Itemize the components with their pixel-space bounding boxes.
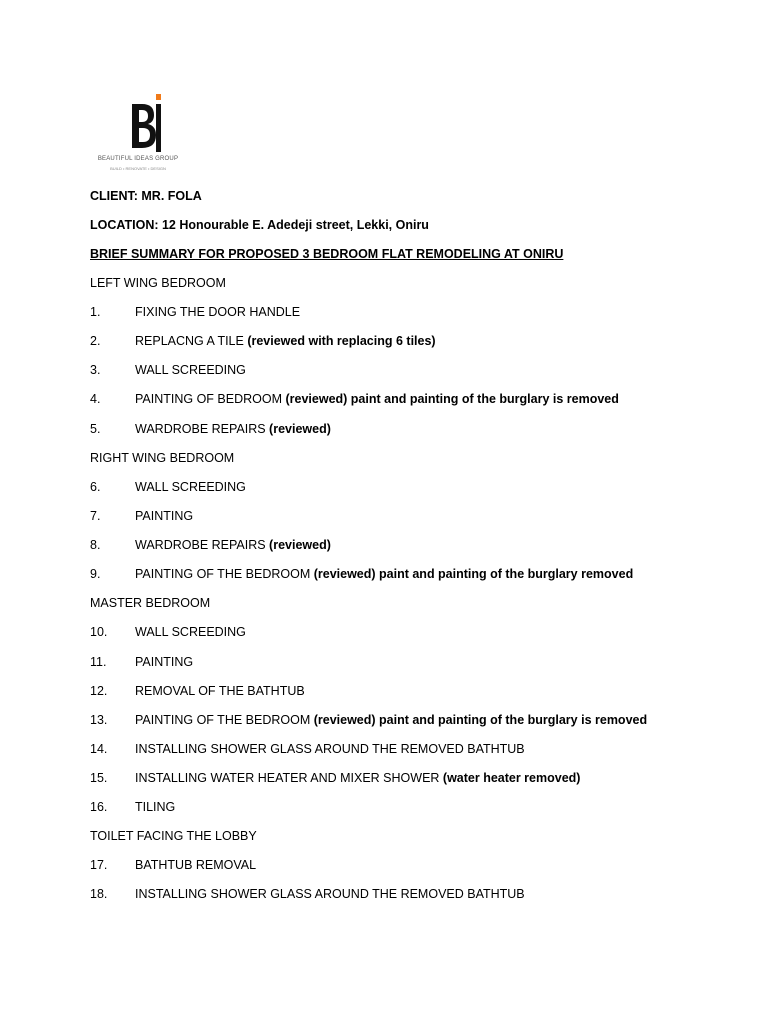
list-item <box>135 741 525 757</box>
item-text: WALL SCREEDING <box>135 363 246 377</box>
list-item <box>135 857 256 873</box>
item-note: (reviewed) paint and painting of the burglary is removed <box>285 392 619 406</box>
list-item <box>135 886 525 902</box>
list-item <box>135 799 175 815</box>
item-text: INSTALLING SHOWER GLASS AROUND THE REMOVED BATHTUB <box>135 887 525 901</box>
section-title-toilet-lobby: TOILET FACING THE LOBBY <box>90 829 257 843</box>
item-text: WALL SCREEDING <box>135 480 246 494</box>
item-number: 16. <box>90 800 108 814</box>
section-title-left-wing: LEFT WING BEDROOM <box>90 276 226 290</box>
item-text: TILING <box>135 800 176 814</box>
list-item <box>135 770 580 786</box>
list-item <box>135 333 436 349</box>
item-note: (reviewed with replacing 6 tiles) <box>247 334 436 348</box>
location-line: LOCATION: 12 Honourable E. Adedeji street, Lekki, Oniru <box>90 218 429 232</box>
list-item <box>135 566 633 582</box>
section-title-right-wing: RIGHT WING BEDROOM <box>90 451 235 465</box>
item-text: REPLACNG A TILE <box>135 334 248 348</box>
company-logo <box>90 92 186 176</box>
item-text: WALL SCREEDING <box>135 625 246 639</box>
list-item <box>135 508 193 524</box>
list-item <box>135 479 246 495</box>
list-item <box>135 654 193 670</box>
section-title-master-bedroom: MASTER BEDROOM <box>90 596 211 610</box>
item-note: (water heater removed) <box>442 771 581 785</box>
list-item <box>135 391 619 407</box>
item-text: PAINTING OF BEDROOM <box>135 392 286 406</box>
item-note: (reviewed) <box>269 422 331 436</box>
item-number: 13. <box>90 713 108 727</box>
list-item <box>135 624 246 640</box>
bi-logo-icon <box>90 92 186 154</box>
list-item <box>135 304 300 320</box>
item-note: (reviewed) <box>269 538 331 552</box>
logo-tagline: BUILD • RENOVATE • DESIGN <box>110 166 166 171</box>
item-text: FIXING THE DOOR HANDLE <box>135 305 301 319</box>
item-number: 6. <box>90 480 101 494</box>
item-number: 8. <box>90 538 101 552</box>
list-item <box>135 712 647 728</box>
item-number: 15. <box>90 771 108 785</box>
item-text: PAINTING OF THE BEDROOM <box>135 567 314 581</box>
item-text: PAINTING <box>135 509 194 523</box>
client-line: CLIENT: MR. FOLA <box>90 189 202 203</box>
item-number: 4. <box>90 392 101 406</box>
item-text: WARDROBE REPAIRS <box>135 422 270 436</box>
item-text: PAINTING OF THE BEDROOM <box>135 713 314 727</box>
summary-title: BRIEF SUMMARY FOR PROPOSED 3 BEDROOM FLAT REMODELING AT ONIRU <box>90 247 564 261</box>
item-number: 3. <box>90 363 101 377</box>
item-number: 18. <box>90 887 108 901</box>
item-number: 9. <box>90 567 101 581</box>
item-text: PAINTING <box>135 655 194 669</box>
item-note: (reviewed) paint and painting of the burglary is removed <box>313 713 648 727</box>
item-number: 12. <box>90 684 108 698</box>
item-text: INSTALLING SHOWER GLASS AROUND THE REMOVED BATHTUB <box>135 742 525 756</box>
list-item <box>135 683 305 699</box>
list-item <box>135 362 246 378</box>
list-item <box>135 421 331 437</box>
item-text: REMOVAL OF THE BATHTUB <box>135 684 305 698</box>
list-item <box>135 537 331 553</box>
item-number: 2. <box>90 334 101 348</box>
item-number: 14. <box>90 742 108 756</box>
item-number: 5. <box>90 422 101 436</box>
item-number: 7. <box>90 509 101 523</box>
item-text: BATHTUB REMOVAL <box>135 858 257 872</box>
item-text: INSTALLING WATER HEATER AND MIXER SHOWER <box>135 771 443 785</box>
item-number: 17. <box>90 858 108 872</box>
item-text: WARDROBE REPAIRS <box>135 538 270 552</box>
item-number: 11. <box>90 655 107 669</box>
item-number: 10. <box>90 625 108 639</box>
logo-company-name: BEAUTIFUL IDEAS GROUP <box>97 156 179 162</box>
item-note: (reviewed) paint and painting of the burglary removed <box>313 567 634 581</box>
item-number: 1. <box>90 305 101 319</box>
